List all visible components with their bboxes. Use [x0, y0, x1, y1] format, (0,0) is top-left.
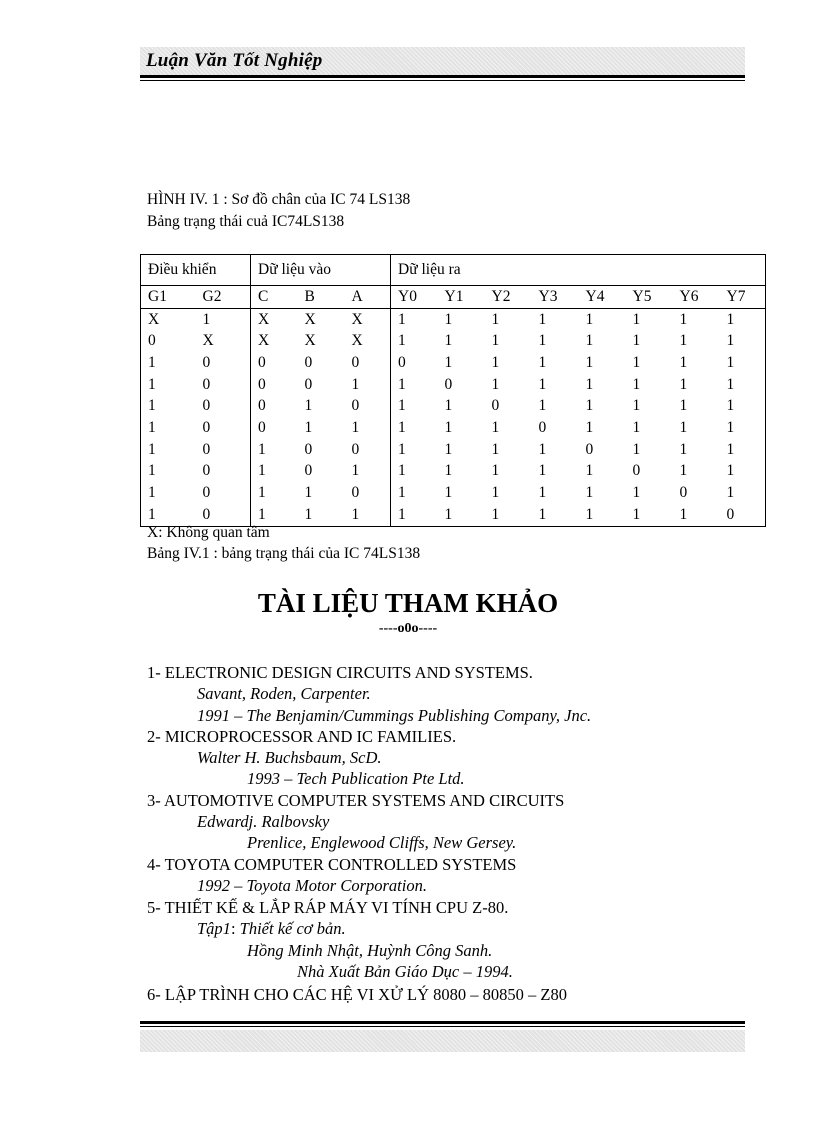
table-cell: 0	[351, 484, 360, 502]
table-cell: 1	[720, 461, 766, 483]
table-cell: 0	[202, 353, 211, 371]
table-cell: 1	[491, 418, 500, 436]
table-row	[141, 308, 766, 330]
table-caption: Bảng IV.1 : bảng trạng thái của IC 74LS138	[147, 545, 421, 562]
table-cell: Y1	[438, 286, 485, 309]
ref-3-publisher: Prenlice, Englewood Cliffs, New Gersey.	[247, 833, 517, 852]
table-cell: X	[351, 332, 363, 350]
ref-1-authors: Savant, Roden, Carpenter.	[197, 684, 371, 703]
truth-table	[140, 254, 766, 527]
table-cell: 1	[585, 310, 594, 328]
table-cell: 1	[304, 484, 313, 502]
table-row	[141, 395, 766, 417]
table-cell: 1	[538, 462, 547, 480]
table-cell: X	[351, 310, 363, 328]
table-cell: 1	[720, 330, 766, 352]
table-cell: 1	[351, 375, 360, 393]
table-cell: 0	[351, 353, 360, 371]
table-cell: 0	[304, 440, 313, 458]
table-cell: 0	[202, 440, 211, 458]
table-cell: 0	[585, 440, 594, 458]
table-cell: 1	[141, 482, 196, 504]
table-cell: 1	[632, 440, 641, 458]
table-note: X: Không quan tâm	[147, 524, 270, 541]
table-cell: 1	[538, 375, 547, 393]
table-cell: 1	[391, 504, 438, 526]
table-cell: 1	[538, 332, 547, 350]
table-cell: 1	[391, 417, 438, 439]
table-cell: X	[304, 332, 316, 350]
table-cell: 1	[585, 418, 594, 436]
table-cell: 1	[141, 417, 196, 439]
header-title: Luận Văn Tốt Nghiệp	[146, 50, 323, 71]
figure-caption: HÌNH IV. 1 : Sơ đồ chân của IC 74 LS138	[147, 191, 411, 208]
table-cell: 1	[141, 395, 196, 417]
table-cell: 1	[202, 310, 211, 328]
page-footer	[140, 1030, 745, 1052]
ref-3-authors: Edwardj. Ralbovsky	[197, 812, 330, 831]
table-cell: 1	[532, 504, 579, 526]
table-cell: 1	[345, 504, 391, 526]
table-cell: 1	[141, 374, 196, 396]
table-cell: 1	[491, 332, 500, 350]
footer-rule-thin	[140, 1026, 745, 1027]
table-cell: 1	[141, 352, 196, 374]
table-cell: X	[251, 308, 298, 330]
table-cell: 1	[444, 397, 453, 415]
table-cell: 0	[251, 395, 298, 417]
table-cell: 1	[632, 353, 641, 371]
table-cell: 1	[538, 310, 547, 328]
header-rule	[140, 75, 745, 78]
table-cell: 1	[251, 504, 298, 526]
table-row	[141, 330, 766, 352]
table-cell: 0	[351, 440, 360, 458]
table-cell: 0	[202, 375, 211, 393]
table-cell: 0	[202, 418, 211, 436]
table-cell: 1	[538, 484, 547, 502]
table-cell: 1	[579, 504, 626, 526]
table-cell: 1	[585, 462, 594, 480]
table-cell: X	[202, 332, 214, 350]
table-cell: 0	[491, 397, 500, 415]
table-cell: 1	[679, 440, 688, 458]
references-title: TÀI LIỆU THAM KHẢO	[257, 588, 559, 618]
table-cell: 1	[444, 353, 453, 371]
group-header-control: Điều khiển	[141, 255, 251, 286]
ref-5-volume-label: Tập1	[197, 919, 231, 938]
table-cell: 1	[491, 440, 500, 458]
table-cell: 1	[391, 308, 438, 330]
table-cell: 0	[391, 352, 438, 374]
ref-5-volume: Tập1: Thiết kế cơ bản.	[197, 919, 346, 938]
table-cell: 1	[141, 461, 196, 483]
table-cell: 1	[679, 353, 688, 371]
table-cell: Y5	[626, 286, 673, 309]
table-cell: 1	[304, 397, 313, 415]
table-cell: G1	[141, 286, 196, 309]
table-row	[141, 439, 766, 461]
table-title: Bảng trạng thái cuả IC74LS138	[147, 213, 345, 230]
table-cell: 1	[444, 484, 453, 502]
table-cell: 1	[251, 461, 298, 483]
table-cell: 0	[251, 374, 298, 396]
page-header	[140, 47, 745, 75]
table-cell: 1	[538, 397, 547, 415]
table-cell: 0	[720, 504, 766, 526]
group-header-row	[141, 255, 766, 286]
table-cell: 1	[720, 374, 766, 396]
table-cell: 1	[720, 482, 766, 504]
table-cell: 0	[251, 417, 298, 439]
table-cell: Y6	[673, 286, 720, 309]
table-cell: 1	[585, 332, 594, 350]
table-cell: X	[251, 330, 298, 352]
table-cell: 0	[202, 397, 211, 415]
table-cell: A	[345, 286, 391, 309]
table-cell: 0	[632, 462, 641, 480]
table-cell: 0	[202, 462, 211, 480]
table-cell: 1	[251, 439, 298, 461]
table-cell: 1	[679, 397, 688, 415]
table-cell: 1	[585, 375, 594, 393]
ref-1-publisher: 1991 – The Benjamin/Cummings Publishing Company, Jnc.	[197, 706, 592, 725]
table-cell: 1	[391, 330, 438, 352]
ref-1-title: 1- ELECTRONIC DESIGN CIRCUITS AND SYSTEMS.	[147, 663, 533, 682]
table-row	[141, 417, 766, 439]
table-cell: 1	[720, 352, 766, 374]
table-row	[141, 482, 766, 504]
table-cell: Y4	[579, 286, 626, 309]
table-cell: 1	[444, 440, 453, 458]
table-cell: 0	[141, 330, 196, 352]
column-header-row	[141, 286, 766, 309]
table-cell: 1	[632, 375, 641, 393]
header-rule-thin	[140, 80, 745, 81]
ref-5-publisher: Nhà Xuất Bản Giáo Dục – 1994.	[297, 962, 513, 981]
table-cell: Y7	[720, 286, 766, 309]
table-cell: 0	[679, 484, 688, 502]
table-cell: 1	[141, 439, 196, 461]
table-cell: 1	[679, 462, 688, 480]
table-cell: 1	[444, 418, 453, 436]
table-cell: 0	[196, 504, 251, 526]
table-cell: 1	[351, 418, 360, 436]
table-cell: 1	[491, 353, 500, 371]
table-cell: 1	[632, 418, 641, 436]
footer-rule	[140, 1021, 745, 1024]
table-cell: 1	[251, 482, 298, 504]
table-cell: 0	[538, 418, 547, 436]
table-cell: 1	[438, 504, 485, 526]
table-cell: 1	[491, 462, 500, 480]
table-cell: 1	[679, 375, 688, 393]
table-cell: 0	[444, 375, 453, 393]
table-cell: 1	[391, 395, 438, 417]
table-cell: 1	[444, 462, 453, 480]
table-cell: 0	[304, 375, 313, 393]
table-cell: 1	[585, 397, 594, 415]
table-cell: 1	[626, 504, 673, 526]
table-cell: Y0	[391, 286, 438, 309]
table-cell: 1	[720, 395, 766, 417]
ref-5-title: 5- THIẾT KẾ & LẮP RÁP MÁY VI TÍNH CPU Z-80.	[147, 898, 509, 917]
table-cell: 1	[632, 332, 641, 350]
table-cell: 1	[491, 375, 500, 393]
table-cell: 1	[585, 353, 594, 371]
ref-4-title: 4- TOYOTA COMPUTER CONTROLLED SYSTEMS	[147, 855, 517, 874]
table-cell: Y3	[532, 286, 579, 309]
ref-4-publisher: 1992 – Toyota Motor Corporation.	[197, 876, 427, 895]
table-cell: 1	[720, 417, 766, 439]
table-cell: 1	[538, 440, 547, 458]
table-cell: 1	[538, 353, 547, 371]
table-cell: 1	[679, 332, 688, 350]
table-cell: 0	[251, 352, 298, 374]
table-cell: 1	[391, 374, 438, 396]
table-cell: 1	[491, 310, 500, 328]
table-cell: 1	[632, 397, 641, 415]
table-row	[141, 461, 766, 483]
ref-2-publisher: 1993 – Tech Publication Pte Ltd.	[247, 769, 465, 788]
table-cell: 1	[444, 310, 453, 328]
table-cell: B	[298, 286, 345, 309]
table-cell: 1	[679, 418, 688, 436]
table-cell: 1	[720, 308, 766, 330]
table-cell: 1	[391, 439, 438, 461]
table-cell: 1	[141, 504, 196, 526]
table-cell: 1	[391, 461, 438, 483]
table-row	[141, 374, 766, 396]
ref-5-volume-title: Thiết kế cơ bản.	[239, 919, 346, 938]
ref-2-title: 2- MICROPROCESSOR AND IC FAMILIES.	[147, 727, 457, 746]
ref-2-authors: Walter H. Buchsbaum, ScD.	[197, 748, 382, 767]
table-row	[141, 352, 766, 374]
table-cell: C	[251, 286, 298, 309]
table-cell: 1	[585, 484, 594, 502]
ref-3-title: 3- AUTOMOTIVE COMPUTER SYSTEMS AND CIRCUITS	[147, 791, 565, 810]
table-cell: 1	[444, 332, 453, 350]
table-cell: X	[141, 308, 196, 330]
table-cell: X	[304, 310, 316, 328]
table-cell: 1	[720, 439, 766, 461]
references-subtitle: ----o0o----	[378, 621, 438, 636]
group-header-input: Dữ liệu vào	[251, 255, 391, 286]
group-header-output: Dữ liệu ra	[391, 255, 766, 286]
table-cell: 1	[351, 462, 360, 480]
table-cell: 0	[304, 353, 313, 371]
table-cell: 1	[679, 310, 688, 328]
table-cell: Y2	[485, 286, 532, 309]
table-cell: 1	[304, 418, 313, 436]
ref-6-title: 6- LẬP TRÌNH CHO CÁC HỆ VI XỬ LÝ 8080 – 80850 – Z80	[147, 985, 567, 1004]
table-cell: 1	[391, 482, 438, 504]
table-row	[141, 504, 766, 526]
table-cell: 1	[485, 504, 532, 526]
table-cell: 1	[673, 504, 720, 526]
table-cell: 1	[632, 310, 641, 328]
table-cell: 1	[491, 484, 500, 502]
table-cell: 0	[202, 484, 211, 502]
table-cell: 0	[304, 462, 313, 480]
table-cell: G2	[196, 286, 251, 309]
ref-5-authors: Hồng Minh Nhật, Huỳnh Công Sanh.	[247, 941, 493, 960]
table-cell: 1	[298, 504, 345, 526]
table-cell: 1	[632, 484, 641, 502]
table-cell: 0	[351, 397, 360, 415]
